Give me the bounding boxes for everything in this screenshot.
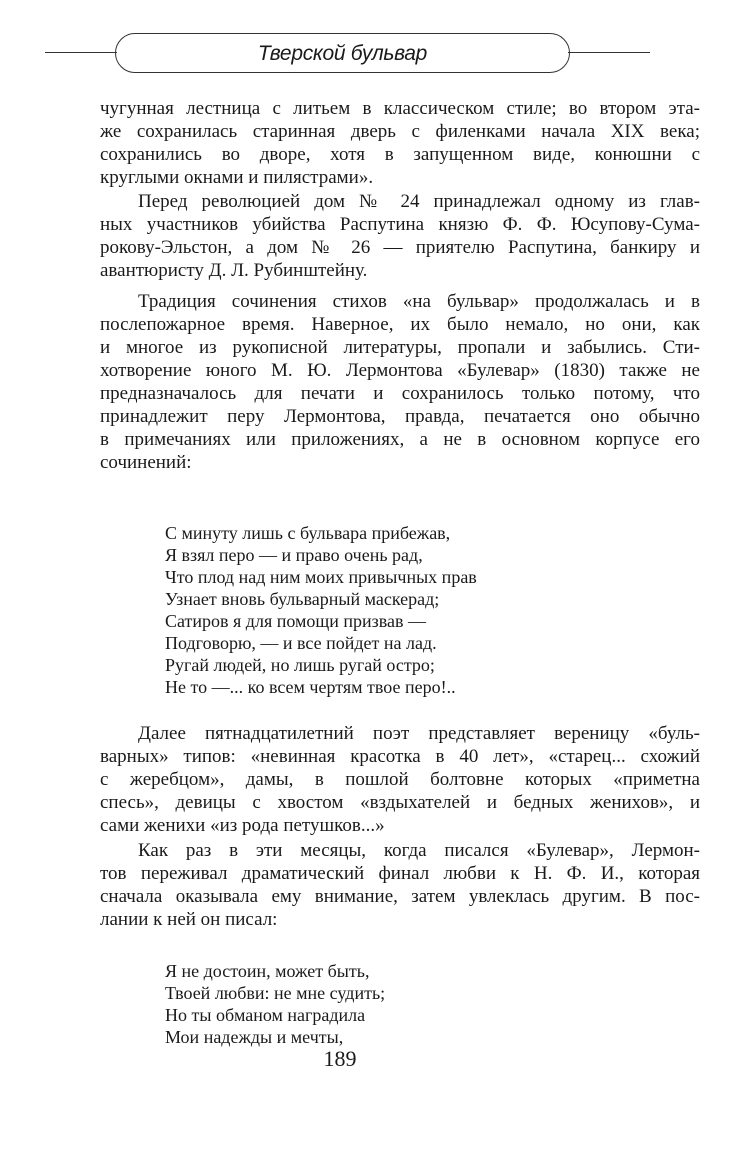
text-line: круглыми окнами и пилястрами». (100, 167, 374, 188)
text-line: Перед революцией дом № 24 принадлежал одному из глав- (138, 191, 700, 212)
page-number: 189 (323, 1046, 357, 1071)
text-line: Далее пятнадцатилетний поэт представляет вереницу «буль- (138, 723, 700, 744)
text-line: варных» типов: «невинная красотка в 40 лет», «старец... схожий (100, 746, 700, 767)
header-rule-right (568, 52, 650, 53)
text-line: Традиция сочинения стихов «на бульвар» продолжалась и в (138, 291, 700, 312)
text-line: чугунная лестница с литьем в классическом стиле; во втором эта- (100, 98, 700, 119)
text-line: лании к ней он писал: (100, 909, 278, 930)
text-line: же сохранилась старинная дверь с филенками начала XIX века; (100, 121, 700, 142)
poem-line: Сатиров я для помощи призвав — (165, 611, 427, 631)
text-line: авантюристу Д. Л. Рубинштейну. (100, 260, 368, 281)
paragraph (100, 290, 700, 474)
paragraph (100, 839, 700, 931)
text-line: с жеребцом», дамы, в пошлой болтовне которых «приметна (100, 769, 700, 790)
poem-line: Я взял перо — и право очень рад, (165, 545, 423, 565)
poem-line: Твоей любви: не мне судить; (165, 983, 386, 1003)
poem-line: Подговорю, — и все пойдет на лад. (165, 633, 437, 653)
poem-excerpt (165, 960, 385, 1048)
poem-line: Узнает вновь бульварный маскерад; (165, 589, 440, 609)
text-line: Как раз в эти месяцы, когда писался «Булевар», Лермон- (138, 840, 700, 861)
text-line: предназначалось для печати и сохранилось только потому, что (100, 383, 700, 404)
poem-line: Что плод над ним моих привычных прав (165, 567, 477, 587)
text-line: спесь», девицы с хвостом «вздыхателей и бедных женихов», и (100, 792, 700, 813)
running-header (115, 33, 570, 73)
text-line: сохранились во дворе, хотя в запущенном виде, конюшни с (100, 144, 700, 165)
poem-line: Но ты обманом наградила (165, 1005, 366, 1025)
text-line: ных участников убийства Распутина князю Ф. Ф. Юсупову-Сума- (100, 214, 700, 235)
text-line: рокову-Эльстон, а дом № 26 — приятелю Распутина, банкиру и (100, 237, 700, 258)
running-header-title: Тверской бульвар (257, 42, 428, 65)
text-line: хотворение юного М. Ю. Лермонтова «Булевар» (1830) также не (100, 360, 700, 381)
text-line: и многое из рукописной литературы, пропали и забылись. Сти- (100, 337, 700, 358)
text-line: послепожарное время. Наверное, их было немало, но они, как (100, 314, 700, 335)
text-line: сначала оказывала ему внимание, затем увлеклась другим. В пос- (100, 886, 700, 907)
poem-line: Ругай людей, но лишь ругай остро; (165, 655, 435, 675)
text-line: сами женихи «из рода петушков...» (100, 815, 385, 836)
header-rule-left (45, 52, 117, 53)
poem-line: Я не достоин, может быть, (165, 961, 370, 981)
paragraph (100, 722, 700, 837)
text-line: тов переживал драматический финал любви к Н. Ф. И., которая (100, 863, 700, 884)
paragraph (100, 190, 700, 282)
poem-line: С минуту лишь с бульвара прибежав, (165, 523, 451, 543)
text-line: принадлежит перу Лермонтова, правда, печатается оно обычно (100, 406, 700, 427)
poem-line: Не то —... ко всем чертям твое перо!.. (165, 677, 456, 697)
poem-line: Мои надежды и мечты, (165, 1027, 344, 1047)
paragraph (100, 97, 700, 189)
poem-excerpt (165, 522, 477, 698)
text-line: в примечаниях или приложениях, а не в основном корпусе его (100, 429, 700, 450)
text-line: сочинений: (100, 452, 192, 473)
